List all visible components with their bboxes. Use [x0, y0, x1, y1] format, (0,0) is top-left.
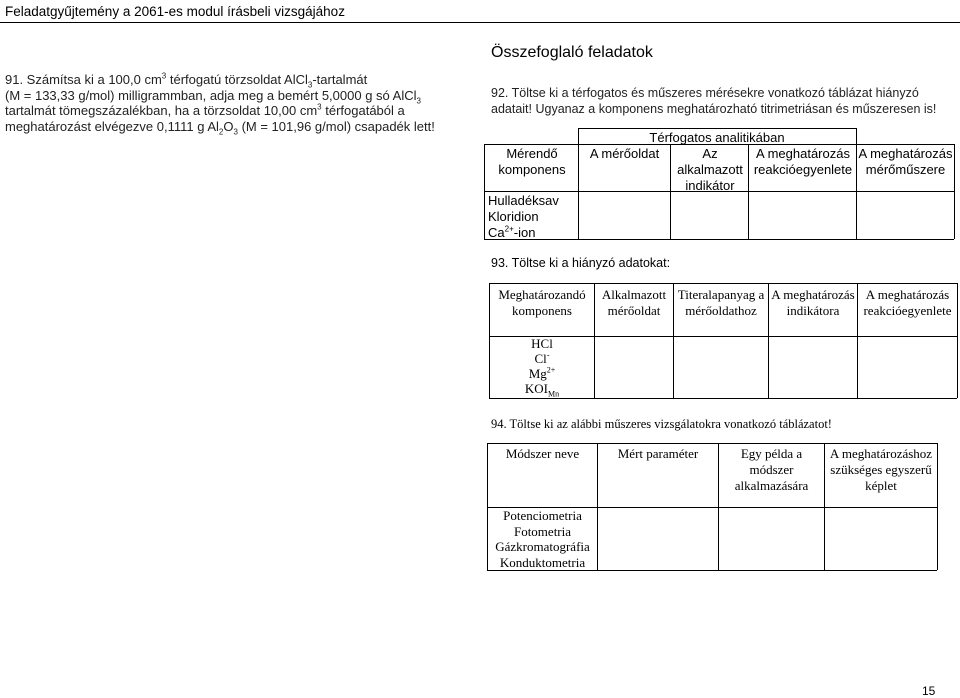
table-92-rows — [488, 193, 578, 241]
task-93-title: 93. Töltse ki a hiányzó adatokat: — [491, 256, 671, 270]
table-94-header-parameter: Mért paraméter — [617, 446, 699, 461]
task-94-title: 94. Töltse ki az alábbi műszeres vizsgálatokra vonatkozó táblázatot! — [491, 417, 832, 431]
header-title: Feladatgyűjtemény a 2061-es modul írásbeli vizsgájához — [5, 4, 345, 19]
table-93-header-indicator: A meghatározás indikátora — [771, 287, 855, 318]
table-94-rows — [488, 508, 597, 570]
table-92-row-label: $Ca^{2+}$-ion — [488, 224, 536, 240]
table-93-row-label: Cl- — [534, 350, 550, 366]
table-93-row-label: HCl — [531, 336, 553, 351]
table-93-header-component: Meghatározandó komponens — [498, 287, 586, 318]
table-93-header-measuring-solution: Alkalmazott mérőoldat — [601, 287, 667, 318]
table-93-row-label: $KOI_{Mn}$ — [524, 381, 560, 399]
task-92-line-1: 92. Töltse ki a térfogatos és műszeres mérésekre vonatkozó táblázat hiányzó — [491, 86, 919, 100]
table-92-row-label: Hulladéksav — [488, 193, 559, 208]
table-94-row-label: Fotometria — [513, 523, 572, 539]
table-92-header-instrument: A meghatározás mérőműszere — [858, 146, 953, 177]
table-92-row-label: Kloridion — [488, 209, 539, 224]
task-91-line-1: 91. Számítsa ki a 100,0 $cm^3$ térfogatú törzsoldat AlCl$_3$-tartalmát — [5, 71, 368, 90]
table-94-header-method: Módszer neve — [505, 446, 580, 461]
section-title: Összefoglaló feladatok — [491, 44, 653, 61]
table-93-header-titer: Titeralapanyag a mérőoldathoz — [677, 287, 765, 318]
task-91-line-3: tartalmát tömegszázalékban, ha a törzsoldat 10,00 $cm^3$ térfogatából a — [5, 102, 405, 118]
table-92-header-component: Mérendő komponens — [498, 146, 566, 177]
table-92-group-header: Térfogatos analitikában — [649, 130, 785, 145]
task-91-line-4: meghatározást elvégezve 0,1111 g $Al_2O_3$ (M = 101,96 g/mol) csapadék lett! — [5, 118, 435, 137]
table-94-row-label: Potenciometria — [503, 508, 582, 523]
task-92-text — [491, 85, 960, 117]
table-92-header-measuring-solution: A mérőoldat — [589, 146, 660, 161]
task-91-line-2: (M = 133,33 g/mol) milligrammban, adja meg a bemért 5,0000 g só AlCl$_3$ — [5, 87, 421, 106]
table-93-rows — [490, 336, 594, 399]
page-number: 15 — [922, 684, 936, 698]
table-94-header-formula: A meghatározáshoz szükséges egyszerű képlet — [829, 446, 933, 493]
table-94-header-example: Egy példa a módszer alkalmazására — [734, 446, 809, 493]
table-93-row-label: $Mg^{2+}$ — [528, 365, 556, 381]
table-92-header-indicator: Az alkalmazott indikátor — [677, 146, 743, 193]
task-91-text — [5, 71, 475, 137]
table-92-header-reaction-equation: A meghatározás reakcióegyenlete — [753, 146, 853, 177]
document-header — [0, 0, 960, 23]
task-92-line-2: adatait! Ugyanaz a komponens meghatározható titrimetriásan és műszeresen is! — [491, 102, 937, 116]
table-94-row-label: Konduktometria — [499, 554, 586, 570]
table-94-row-label: Gázkromatográfia — [495, 539, 590, 554]
table-93-header-reaction-equation: A meghatározás reakcióegyenlete — [863, 287, 952, 318]
